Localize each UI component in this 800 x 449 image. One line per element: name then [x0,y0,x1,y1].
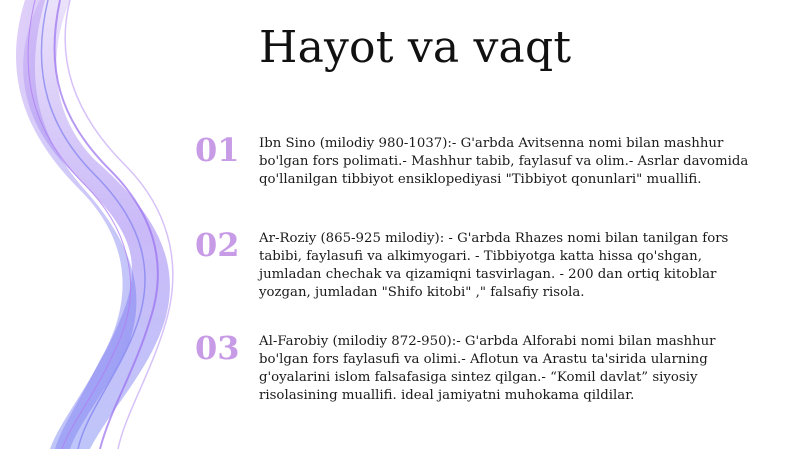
item-number: 01 [195,131,240,169]
item-text: Ibn Sino (milodiy 980-1037):- G'arbda Avitsenna nomi bilan mashhur bo'lgan fors polimati.- Mashhur tabib, faylasuf va olim.- Asrlar davomida qo'llanilgan tibbiyot ensiklopediyasi "Tibbiyot qonunlari" muallifi. [259,136,749,187]
slide-title: Hayot va vaqt [259,22,572,73]
item-number: 03 [195,329,240,367]
item-number: 02 [195,226,240,264]
item-text: Ar-Roziy (865-925 milodiy): - G'arbda Rhazes nomi bilan tanilgan fors tabibi, faylasufi va alkimyogari. - Tibbiyotga katta hissa qo'shgan, jumladan chechak va qizamiqni tasvirlagan. - 200 dan ortiq kitoblar yozgan, jumladan "Shifo kitobi" ," falsafiy risola. [259,231,729,300]
item-text: Al-Farobiy (milodiy 872-950):- G'arbda Alforabi nomi bilan mashhur bo'lgan fors faylasufi va olimi.- Aflotun va Arastu ta'sirida ularning g'oyalarini islom falsafasiga sintez qilgan.- “Komil davlat” siyosiy risolasining muallifi. ideal jamiyatni muhokama qildilar. [259,334,716,403]
purple-wave-decoration [0,0,220,449]
